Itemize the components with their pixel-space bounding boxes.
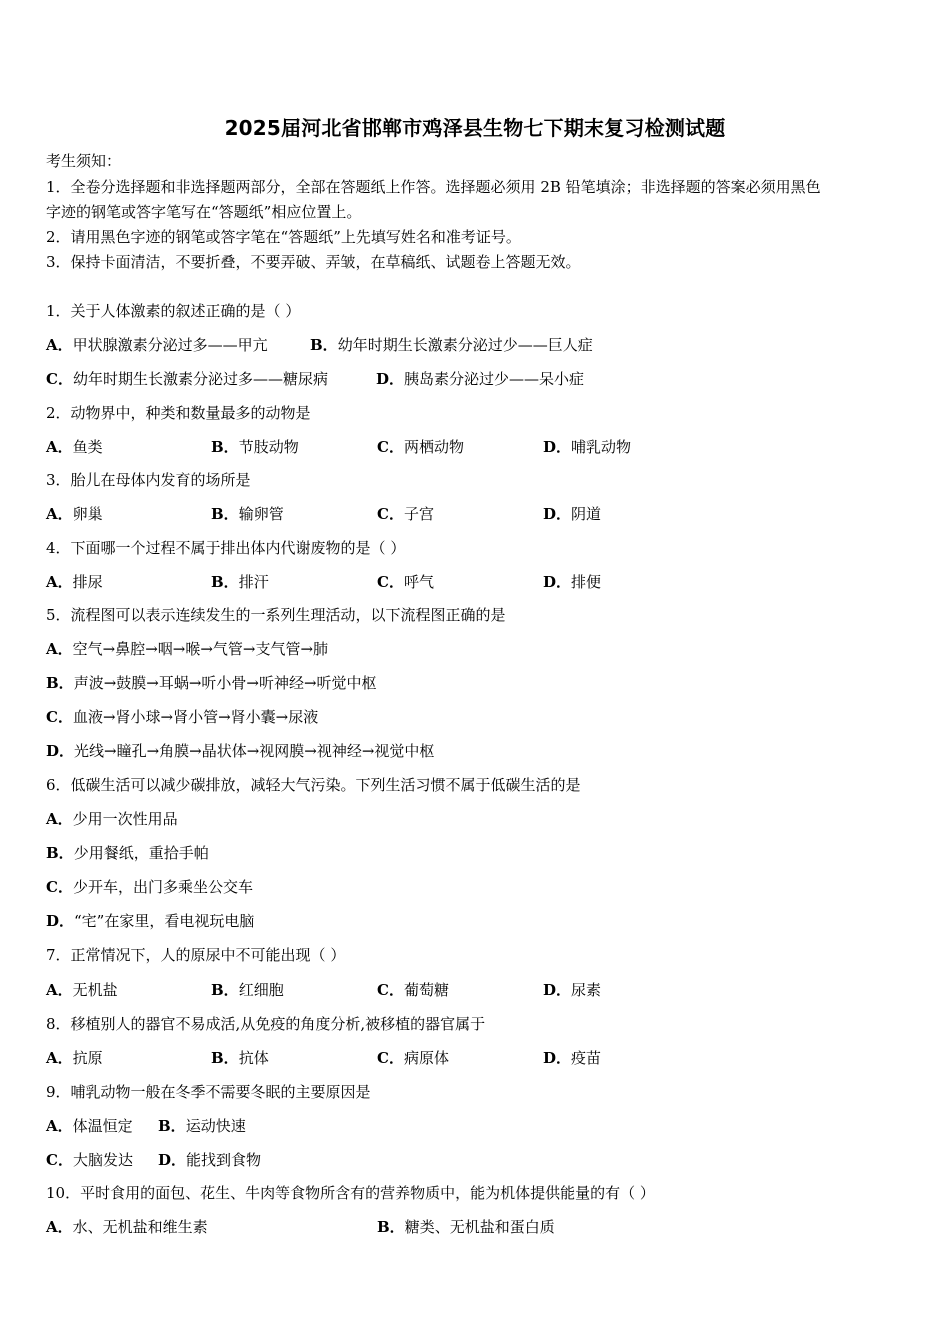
q3-option-a: A．卵巢: [46, 505, 103, 523]
q7-option-d: D．尿素: [543, 981, 602, 999]
q5-option-b: B．声波→鼓膜→耳蜗→听小骨→听神经→听觉中枢: [46, 674, 377, 692]
question-9-stem: 9．哺乳动物一般在冬季不需要冬眠的主要原因是: [46, 1083, 371, 1101]
q7-option-b: B．红细胞: [211, 981, 284, 999]
q5-option-c: C．血液→肾小球→肾小管→肾小囊→尿液: [46, 708, 319, 726]
q5-option-d: D．光线→瞳孔→角膜→晶状体→视网膜→视神经→视觉中枢: [46, 742, 435, 760]
q10-option-a: A．水、无机盐和维生素: [46, 1218, 208, 1236]
q9-option-a: A．体温恒定: [46, 1117, 133, 1135]
q9-option-d: D．能找到食物: [158, 1151, 262, 1169]
q4-option-b: B．排汗: [211, 573, 269, 591]
q10-option-b: B．糖类、无机盐和蛋白质: [377, 1218, 555, 1236]
q6-option-a: A．少用一次性用品: [46, 810, 178, 828]
notice-line-3: 3．保持卡面清洁，不要折叠，不要弄破、弄皱，在草稿纸、试题卷上答题无效。: [46, 253, 581, 271]
q3-option-d: D．阴道: [543, 505, 602, 523]
question-6-stem: 6．低碳生活可以减少碳排放，减轻大气污染。下列生活习惯不属于低碳生活的是: [46, 776, 581, 794]
q2-option-d: D．哺乳动物: [543, 438, 632, 456]
q8-option-b: B．抗体: [211, 1049, 269, 1067]
question-5-stem: 5．流程图可以表示连续发生的一系列生理活动，以下流程图正确的是: [46, 606, 506, 624]
q9-option-c: C．大脑发达: [46, 1151, 133, 1169]
notice-line-2: 2．请用黑色字迹的钢笔或答字笔在“答题纸”上先填写姓名和准考证号。: [46, 228, 521, 246]
q2-option-c: C．两栖动物: [377, 438, 464, 456]
question-1-stem: 1．关于人体激素的叙述正确的是（ ）: [46, 302, 301, 320]
q8-option-d: D．疫苗: [543, 1049, 602, 1067]
q6-option-c: C．少开车，出门多乘坐公交车: [46, 878, 253, 896]
q7-option-c: C．葡萄糖: [377, 981, 449, 999]
page-title: 2025届河北省邯郸市鸡泽县生物七下期末复习检测试题: [224, 116, 726, 140]
q9-option-b: B．运动快速: [158, 1117, 246, 1135]
question-7-stem: 7．正常情况下，人的原尿中不可能出现（ ）: [46, 946, 346, 964]
q1-option-b: B．幼年时期生长激素分泌过少——巨人症: [310, 336, 593, 354]
q8-option-a: A．抗原: [46, 1049, 103, 1067]
q6-option-b: B．少用餐纸，重拾手帕: [46, 844, 209, 862]
question-2-stem: 2．动物界中，种类和数量最多的动物是: [46, 404, 311, 422]
question-10-stem: 10．平时食用的面包、花生、牛肉等食物所含有的营养物质中，能为机体提供能量的有（ ）: [46, 1184, 655, 1202]
q4-option-a: A．排尿: [46, 573, 103, 591]
q1-option-a: A．甲状腺激素分泌过多——甲亢: [46, 336, 268, 354]
question-8-stem: 8．移植别人的器官不易成活,从免疫的角度分析,被移植的器官属于: [46, 1015, 486, 1033]
notice-heading: 考生须知：: [46, 152, 122, 170]
question-4-stem: 4．下面哪一个过程不属于排出体内代谢废物的是（ ）: [46, 539, 406, 557]
notice-line-1a: 1．全卷分选择题和非选择题两部分，全部在答题纸上作答。选择题必须用 2B 铅笔填涂；非选择题的答案必须用黑色: [46, 178, 821, 196]
q3-option-c: C．子宫: [377, 505, 434, 523]
q5-option-a: A．空气→鼻腔→咽→喉→气管→支气管→肺: [46, 640, 329, 658]
q4-option-d: D．排便: [543, 573, 602, 591]
q8-option-c: C．病原体: [377, 1049, 449, 1067]
question-3-stem: 3．胎儿在母体内发育的场所是: [46, 471, 251, 489]
q1-option-d: D．胰岛素分泌过少——呆小症: [376, 370, 585, 388]
q1-option-c: C．幼年时期生长激素分泌过多——糖尿病: [46, 370, 328, 388]
q6-option-d: D．“宅”在家里，看电视玩电脑: [46, 912, 255, 930]
q7-option-a: A．无机盐: [46, 981, 118, 999]
q2-option-b: B．节肢动物: [211, 438, 299, 456]
notice-line-1b: 字迹的钢笔或答字笔写在“答题纸”相应位置上。: [46, 203, 362, 221]
q3-option-b: B．输卵管: [211, 505, 284, 523]
q4-option-c: C．呼气: [377, 573, 434, 591]
q2-option-a: A．鱼类: [46, 438, 103, 456]
